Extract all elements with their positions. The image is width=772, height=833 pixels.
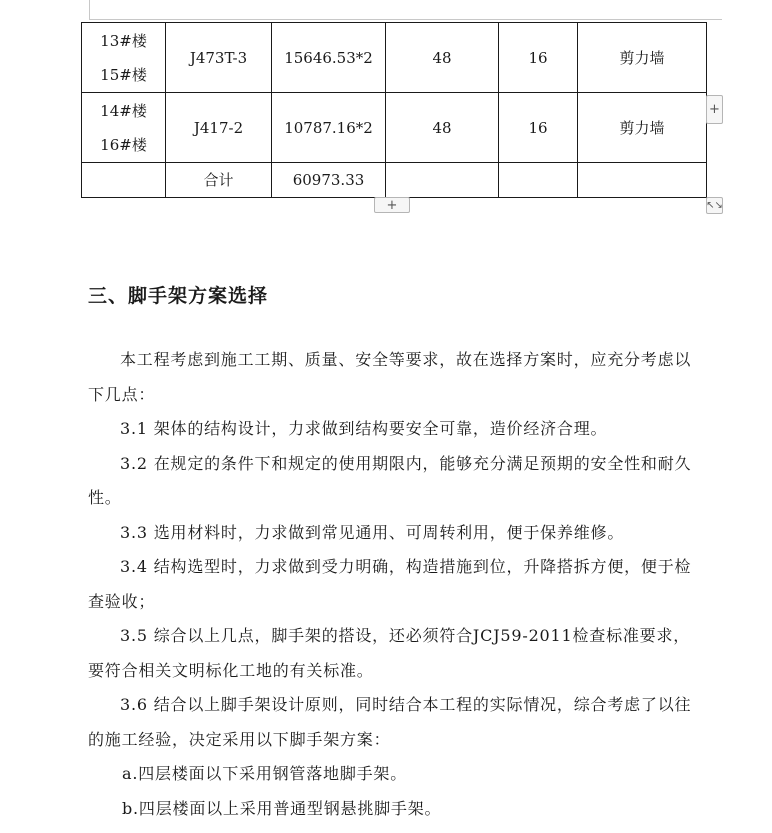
total-area-cell[interactable]: 60973.33: [272, 163, 386, 198]
value-cell[interactable]: 16: [499, 23, 578, 93]
structure-cell[interactable]: 剪力墙: [578, 93, 707, 163]
section-heading: 三、脚手架方案选择: [88, 285, 269, 307]
page-margin-guide: [89, 19, 722, 20]
sub-list-item: a.四层楼面以下采用钢管落地脚手架。: [122, 764, 408, 783]
list-item: 3.3 选用材料时，力求做到常见通用、可周转利用，便于保养维修。: [120, 522, 625, 542]
building-table: [81, 22, 707, 198]
list-item: 3.2 在规定的条件下和规定的使用期限内，能够充分满足预期的安全性和耐久性。: [88, 453, 692, 507]
list-item: 3.5 综合以上几点，脚手架的搭设，还必须符合JCJ59-2011检查标准要求，要符合相关文明标化工地的有关标准。: [88, 626, 691, 680]
model-cell[interactable]: J417-2: [166, 93, 272, 163]
value-cell[interactable]: 16: [499, 93, 578, 163]
building-line: 14#楼: [100, 101, 147, 120]
page-margin-guide: [89, 0, 90, 20]
empty-cell[interactable]: [82, 163, 166, 198]
table-resize-icon[interactable]: ↖↘: [706, 197, 723, 214]
building-line: 16#楼: [100, 135, 147, 154]
section-body: [88, 343, 698, 826]
sub-list-item: b.四层楼面以上采用普通型钢悬挑脚手架。: [122, 798, 442, 818]
building-line: 13#楼: [100, 31, 147, 50]
table-row: [82, 23, 707, 93]
building-cell[interactable]: [82, 93, 166, 163]
table-row: [82, 93, 707, 163]
area-cell[interactable]: 15646.53*2: [272, 23, 386, 93]
total-label-cell[interactable]: 合计: [166, 163, 272, 198]
list-item: 3.6 结合以上脚手架设计原则，同时结合本工程的实际情况，综合考虑了以往的施工经验，决定采用以下脚手架方案：: [88, 695, 692, 749]
table-total-row: [82, 163, 707, 198]
model-cell[interactable]: J473T-3: [166, 23, 272, 93]
area-cell[interactable]: 10787.16*2: [272, 93, 386, 163]
empty-cell[interactable]: [499, 163, 578, 198]
value-cell[interactable]: 48: [386, 93, 499, 163]
structure-cell[interactable]: 剪力墙: [578, 23, 707, 93]
add-column-button[interactable]: +: [706, 95, 723, 124]
building-line: 15#楼: [100, 65, 147, 84]
add-row-button[interactable]: +: [374, 197, 410, 213]
list-item: 3.4 结构选型时，力求做到受力明确，构造措施到位，升降搭拆方便，便于检查验收；: [88, 557, 692, 611]
value-cell[interactable]: 48: [386, 23, 499, 93]
empty-cell[interactable]: [578, 163, 707, 198]
list-item: 3.1 架体的结构设计，力求做到结构要安全可靠，造价经济合理。: [120, 419, 608, 438]
empty-cell[interactable]: [386, 163, 499, 198]
building-cell[interactable]: [82, 23, 166, 93]
intro-paragraph: 本工程考虑到施工工期、质量、安全等要求，故在选择方案时，应充分考虑以下几点：: [88, 350, 692, 404]
